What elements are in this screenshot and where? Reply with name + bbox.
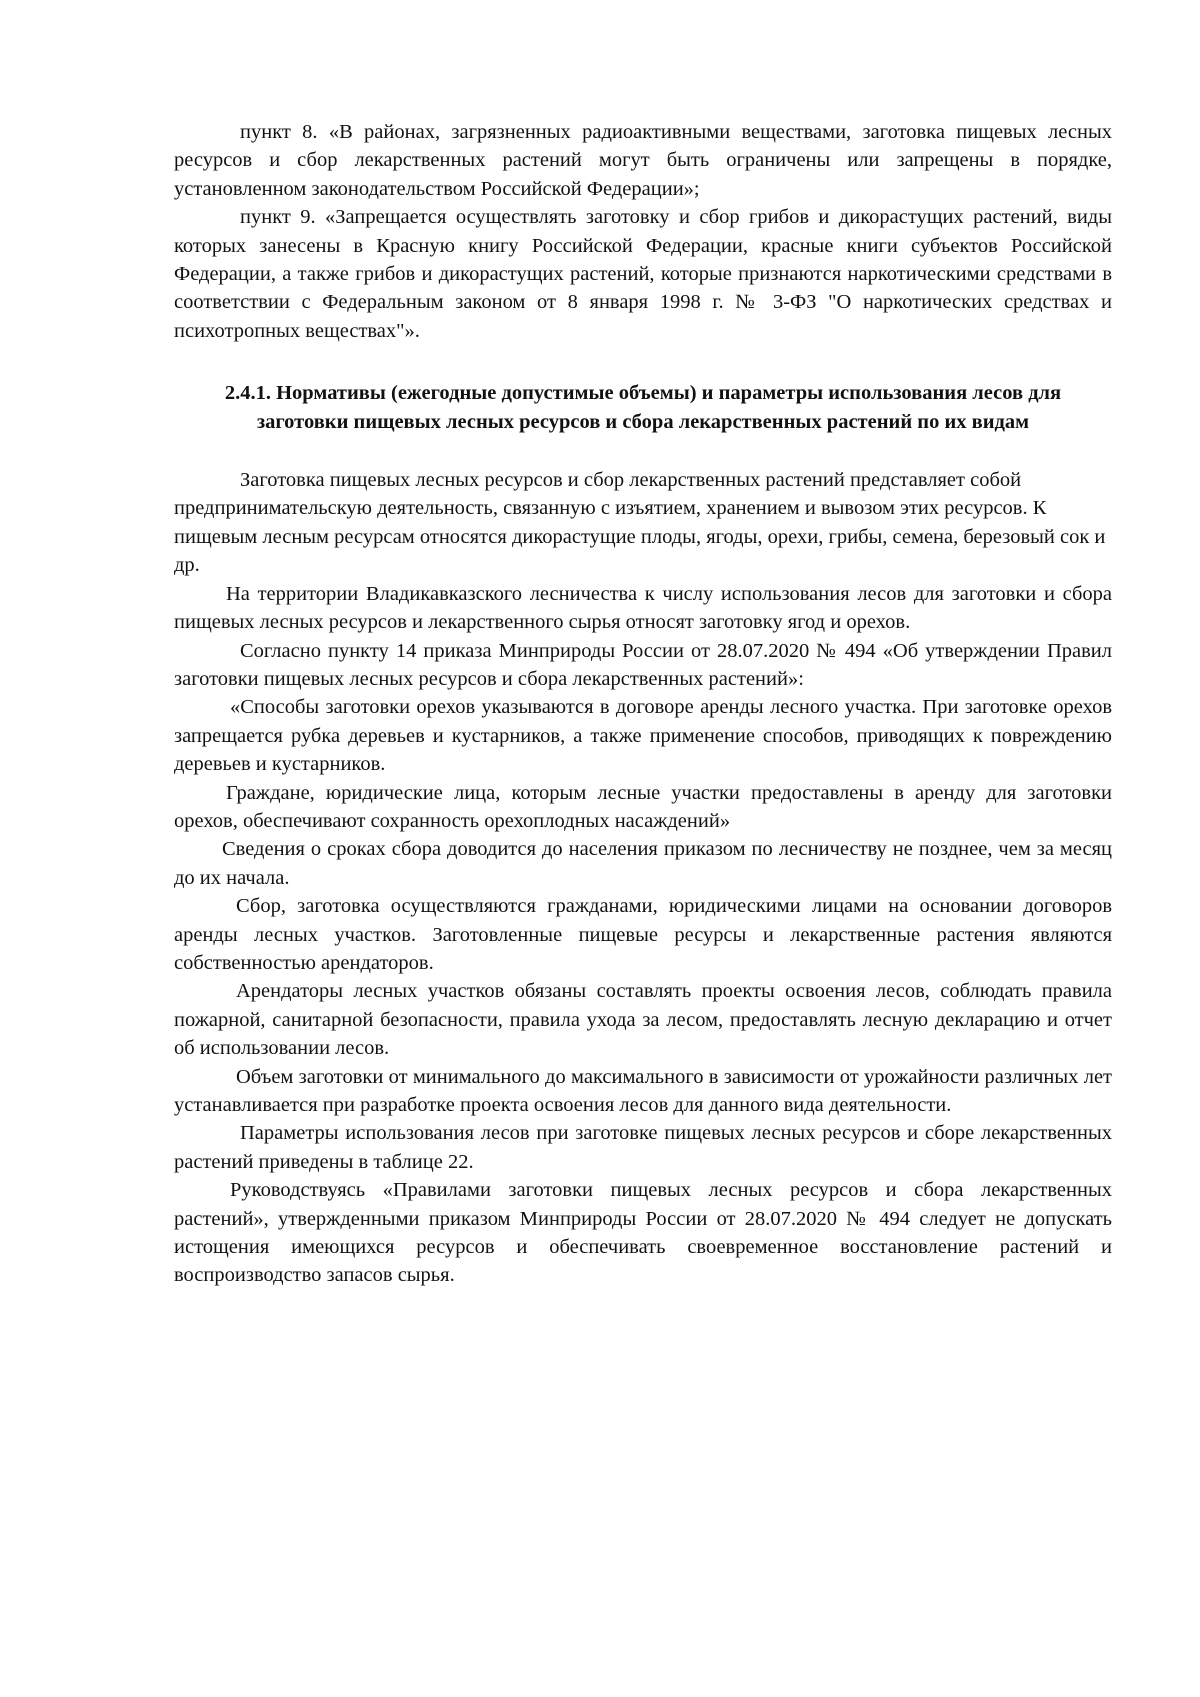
paragraph-body: Согласно пункту 14 приказа Минприроды России от 28.07.2020 № 494 «Об утверждении Правил заготовки пищевых лесных ресурсов и сбора лекарственных растений»: — [174, 639, 1112, 690]
section-heading: 2.4.1. Нормативы (ежегодные допустимые объемы) и параметры использования лесов для заготовки пищевых лесных ресурсов и сбора лекарственных растений по их видам — [224, 382, 1062, 433]
paragraph-body: Сведения о сроках сбора доводится до населения приказом по лесничеству не позднее, чем за месяц до их начала. — [174, 838, 1112, 889]
paragraph-body: Объем заготовки от минимального до максимального в зависимости от урожайности различных лет устанавливается при разработке проекта освоения лесов для данного вида деятельности. — [174, 1065, 1112, 1116]
paragraph-body: Заготовка пищевых лесных ресурсов и сбор лекарственных растений представляет собой предпринимательскую деятельность, связанную с изъятием, хранением и вывозом этих ресурсов. К пищевым лесным ресурсам относятся дикорастущие плоды, ягоды, орехи, грибы, семена, березовый сок и др. — [174, 469, 1106, 577]
paragraph-body: Параметры использования лесов при заготовке пищевых лесных ресурсов и сборе лекарственных растений приведены в таблице 22. — [174, 1122, 1112, 1173]
paragraph-body: Руководствуясь «Правилами заготовки пищевых лесных ресурсов и сбора лекарственных растений», утвержденными приказом Минприроды России от 28.07.2020 № 494 следует не допускать истощения имеющихся ресурсов и обеспечивать своевременное восстановление растений и воспроизводство запасов сырья. — [174, 1179, 1112, 1287]
paragraph-body: «Способы заготовки орехов указываются в договоре аренды лесного участка. При заготовке орехов запрещается рубка деревьев и кустарников, а также применение способов, приводящих к повреждению деревьев и кустарников. — [174, 696, 1112, 776]
document-body — [174, 118, 1112, 1290]
paragraph-body: Граждане, юридические лица, которым лесные участки предоставлены в аренду для заготовки орехов, обеспечивают сохранность орехоплодных насаждений» — [174, 781, 1112, 832]
paragraph-punkt-9: пункт 9. «Запрещается осуществлять заготовку и сбор грибов и дикорастущих растений, виды которых занесены в Красную книгу Российской Федерации, красные книги субъектов Российской Федерации, а также грибов и дикорастущих растений, которые признаются наркотическими средствами в соответствии с Федеральным законом от 8 января 1998 г. № 3-ФЗ "О наркотических средствах и психотропных веществах"». — [174, 206, 1112, 342]
paragraph-punkt-8: пункт 8. «В районах, загрязненных радиоактивными веществами, заготовка пищевых лесных ресурсов и сбор лекарственных растений могут быть ограничены или запрещены в порядке, установленном законодательством Российской Федерации»; — [174, 121, 1112, 200]
paragraph-body: Арендаторы лесных участков обязаны составлять проекты освоения лесов, соблюдать правила пожарной, санитарной безопасности, правила ухода за лесом, предоставлять лесную декларацию и отчет об использовании лесов. — [174, 980, 1112, 1060]
paragraph-body: На территории Владикавказского лесничества к числу использования лесов для заготовки и сбора пищевых лесных ресурсов и лекарственного сырья относят заготовку ягод и орехов. — [174, 582, 1112, 634]
paragraph-body: Сбор, заготовка осуществляются гражданами, юридическими лицами на основании договоров аренды лесных участков. Заготовленные пищевые ресурсы и лекарственные растения являются собственностью арендаторов. — [174, 895, 1112, 974]
